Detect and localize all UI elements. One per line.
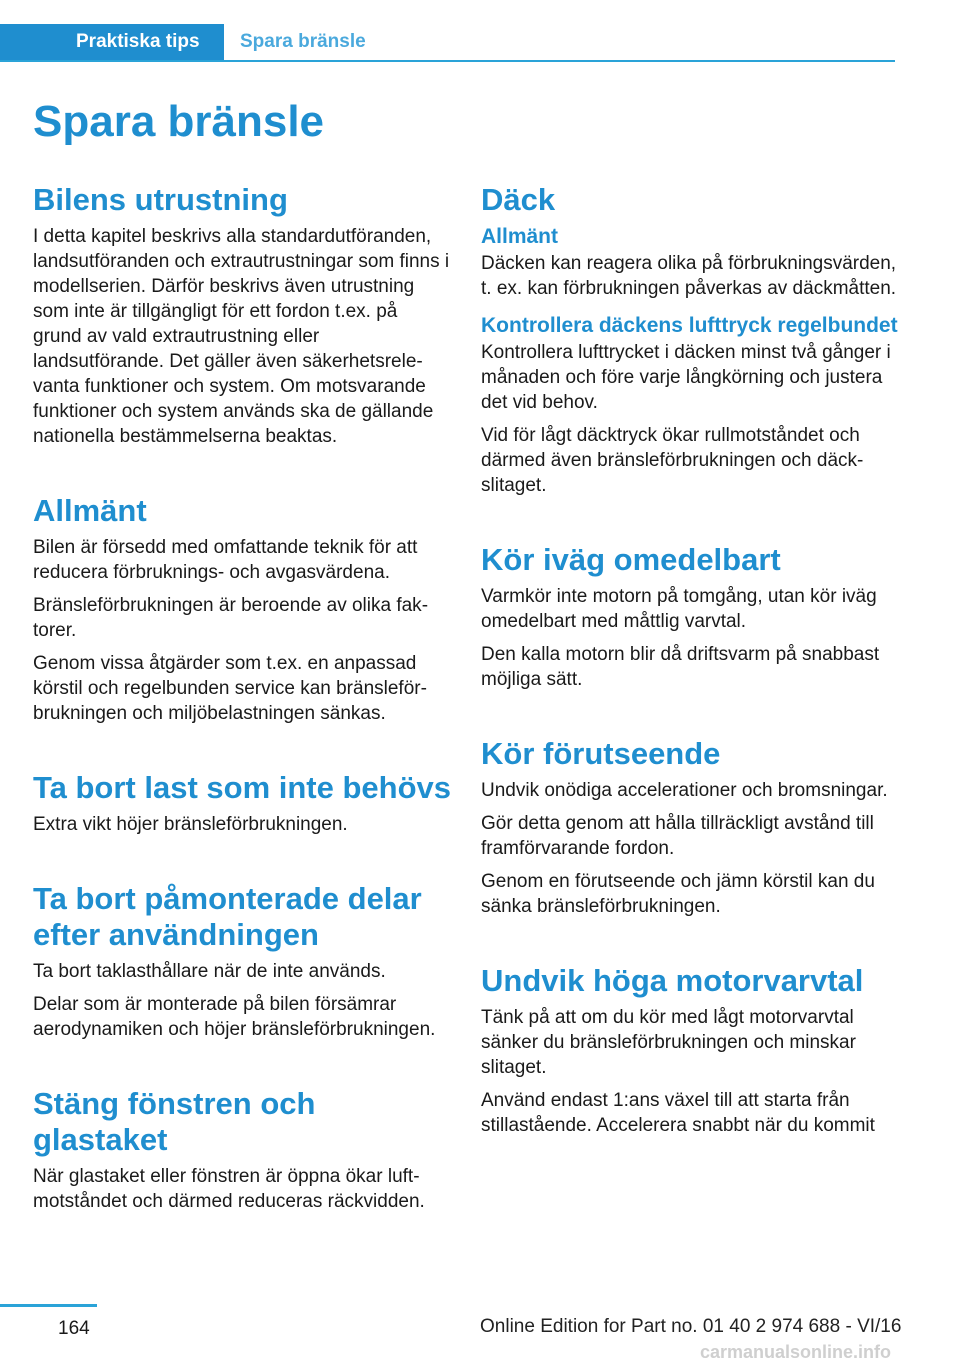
- section-heading: Bilens utrustning: [33, 182, 288, 217]
- paragraph: Kontrollera lufttrycket i däcken minst två gånger i månaden och före varje långkörning och justera det vid behov.: [481, 342, 891, 413]
- paragraph: När glastaket eller fönstren är öppna ökar luftmotståndet och därmed reduceras räckvidden.: [33, 1166, 425, 1212]
- section-heading: Ta bort last som inte behövs: [33, 770, 452, 805]
- section-dack: [481, 182, 899, 498]
- subsection-heading: Kontrollera däckens lufttryck regelbundet: [481, 314, 898, 337]
- section-kor-ivag: [481, 542, 899, 692]
- left-column: [33, 182, 451, 1222]
- section-heading: Allmänt: [33, 493, 147, 528]
- section-heading: Stäng fönstren och glastaket: [33, 1086, 316, 1157]
- paragraph: Extra vikt höjer bränsleförbrukningen.: [33, 814, 348, 835]
- paragraph: Den kalla motorn blir då driftsvarm på snabbast möjliga sätt.: [481, 644, 880, 690]
- paragraph: Bränsleförbrukningen är beroende av olika faktorer.: [33, 595, 429, 641]
- chapter-tab[interactable]: Praktiska tips: [0, 24, 224, 60]
- page-title: Spara bränsle: [33, 97, 325, 146]
- section-kor-forutseende: [481, 736, 899, 919]
- paragraph: Varmkör inte motorn på tomgång, utan kör iväg omedelbart med måttlig varvtal.: [481, 586, 877, 632]
- section-bilens-utrustning: [33, 182, 451, 449]
- paragraph: Genom en förutseende och jämn körstil kan du sänka bränsleförbrukningen.: [481, 871, 875, 917]
- section-heading: Däck: [481, 182, 556, 217]
- paragraph: Däcken kan reagera olika på förbrukningsvärden, t. ex. kan förbrukningen påverkas av däckmåtten.: [481, 253, 897, 299]
- section-tab[interactable]: Spara bränsle: [240, 31, 366, 52]
- page-number: 164: [58, 1318, 90, 1339]
- section-undvik-varvtal: [481, 963, 899, 1138]
- section-pamonterade-delar: [33, 881, 451, 1042]
- subsection-heading: Allmänt: [481, 225, 559, 248]
- header-bar: [0, 24, 895, 62]
- paragraph: Använd endast 1:ans växel till att starta från stillastående. Accelerera snabbt när du kommit: [481, 1090, 875, 1136]
- paragraph: Ta bort taklasthållare när de inte används.: [33, 961, 386, 982]
- paragraph: Delar som är monterade på bilen försämrar aerodynamiken och höjer bränsleförbrukningen.: [33, 994, 436, 1040]
- right-column: [481, 182, 899, 1146]
- paragraph: Tänk på att om du kör med lågt motorvarvtal sänker du bränsleförbrukningen och minskar slitaget.: [481, 1007, 856, 1078]
- section-ta-bort-last: [33, 770, 451, 837]
- watermark: carmanualsonline.info: [700, 1342, 892, 1362]
- paragraph: Genom vissa åtgärder som t.ex. en anpassad körstil och regelbunden service kan bränsleförbrukningen och miljöbelastningen sänkas.: [33, 653, 427, 724]
- section-heading: Kör iväg omedelbart: [481, 542, 781, 577]
- section-heading: Undvik höga motorvarvtal: [481, 963, 864, 998]
- paragraph: Undvik onödiga accelerationer och bromsningar.: [481, 780, 888, 801]
- section-allmant: [33, 493, 451, 726]
- section-heading: Kör förutseende: [481, 736, 721, 771]
- paragraph: Vid för lågt däcktryck ökar rullmotståndet och därmed även bränsleförbrukningen och däckslitaget.: [481, 425, 864, 496]
- paragraph: Bilen är försedd med omfattande teknik för att reducera förbruknings- och avgasvärdena.: [33, 537, 418, 583]
- page-number-rule: [0, 1304, 97, 1307]
- edition-footer: Online Edition for Part no. 01 40 2 974 688 - VI/16: [480, 1316, 902, 1337]
- paragraph: I detta kapitel beskrivs alla standardutföranden, landsutföranden och extrautrustningar som finns i modellserien. Därför beskrivs även utrustning som inte är tillgängligt för ett fordon t.ex. på grund av vald extrautrustning eller landsutförande. Det gäller även säkerhetsrelevanta funktioner och system. Om motsvarande funktioner och system används ska de gällande nationella bestämmelserna beaktas.: [33, 226, 450, 447]
- section-heading: Ta bort påmonterade delar efter användningen: [33, 881, 422, 952]
- paragraph: Gör detta genom att hålla tillräckligt avstånd till framförvarande fordon.: [481, 813, 874, 859]
- section-stang-fonstren: [33, 1086, 451, 1214]
